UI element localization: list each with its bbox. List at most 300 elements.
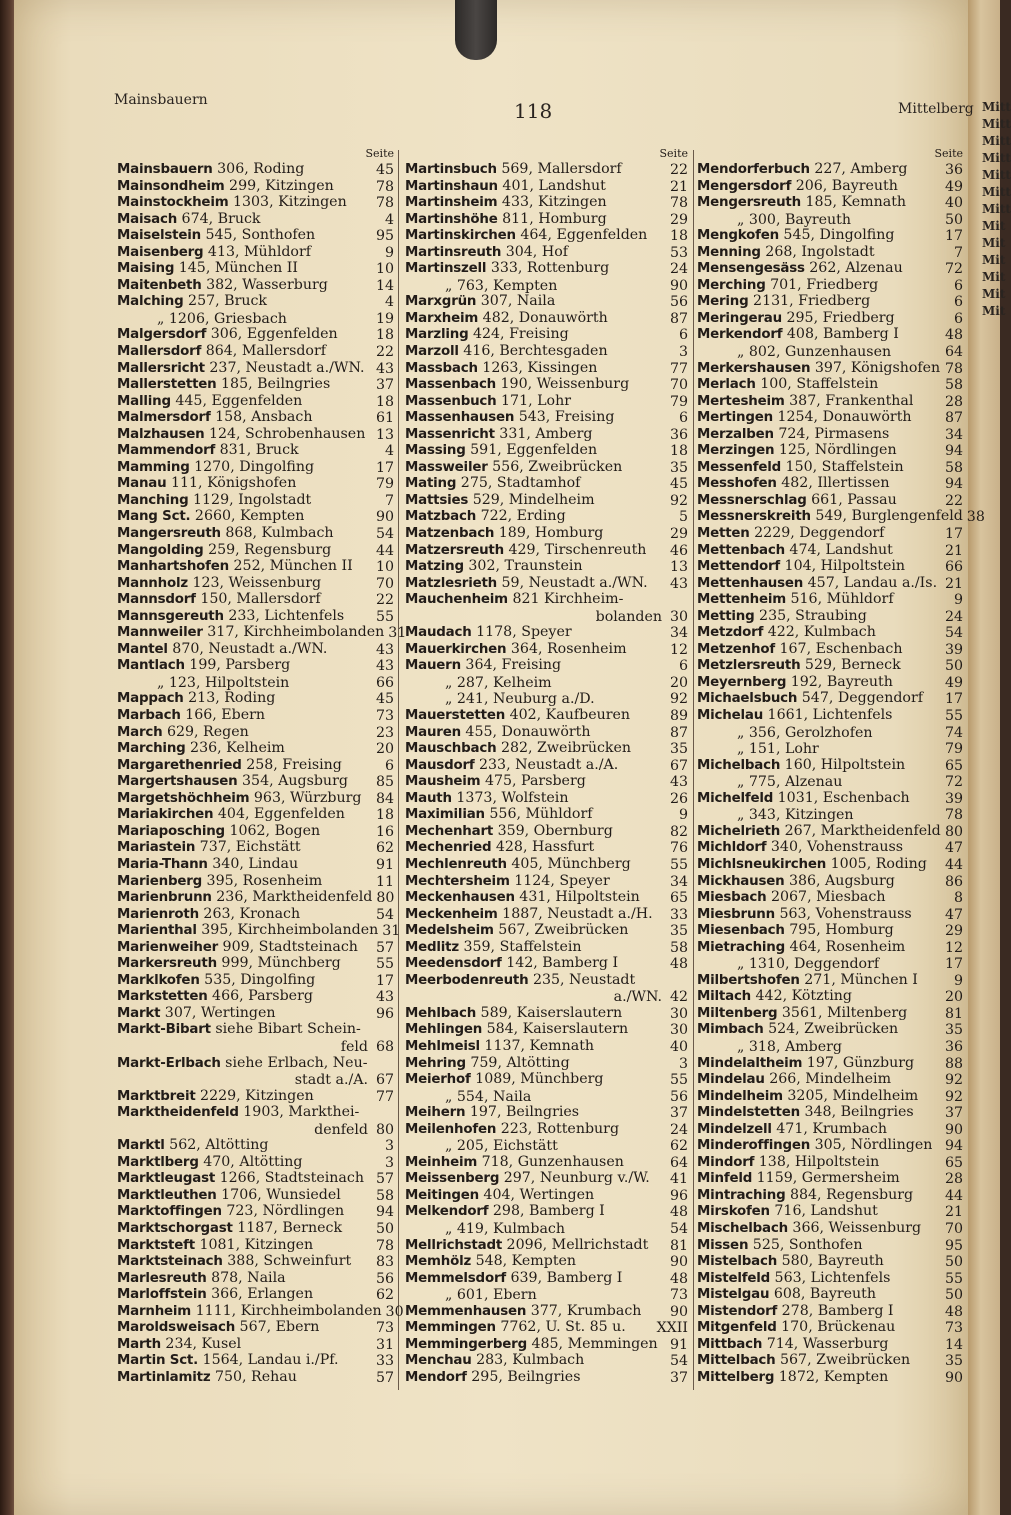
page-ref: 30 <box>669 608 688 625</box>
place-name: Mauschbach <box>405 741 497 757</box>
entry-text: Mang Sct. 2660, Kempten <box>117 508 305 525</box>
page-ref: 19 <box>375 310 394 327</box>
index-entry <box>697 1221 963 1238</box>
page-ref: 65 <box>944 1154 963 1171</box>
index-entry <box>697 179 963 196</box>
page-ref: 11 <box>375 873 394 890</box>
index-entry <box>405 1056 688 1073</box>
index-entry <box>405 526 688 543</box>
index-entry <box>697 840 963 857</box>
place-name: Martinszell <box>405 261 487 277</box>
entry-text: Manching 1129, Ingolstadt <box>117 491 312 508</box>
page-ref: 18 <box>375 807 394 824</box>
index-entry <box>117 824 394 841</box>
entry-text: Merlach 100, Staffelstein <box>697 376 879 393</box>
page-ref: 45 <box>669 476 688 493</box>
place-name: Marzoll <box>405 344 459 359</box>
page-ref: 56 <box>669 1088 688 1105</box>
seite-label: Seite <box>659 147 688 160</box>
place-name: Michldorf <box>697 840 767 856</box>
page-ref: 72 <box>944 261 963 278</box>
page-ref: 56 <box>669 294 688 311</box>
entry-text: Metten 2229, Deggendorf <box>697 525 885 542</box>
entry-text: Mattsies 529, Mindelheim <box>405 491 595 508</box>
index-entry <box>697 212 963 229</box>
index-entry <box>117 1006 394 1023</box>
page-ref: 96 <box>375 1005 394 1022</box>
page-ref: 84 <box>375 790 394 807</box>
entry-text: Mallersricht 237, Neustadt a./WN. <box>117 359 365 376</box>
place-name: Meckenheim <box>405 906 498 922</box>
entry-text: Mantlach 199, Parsberg <box>117 657 291 674</box>
page-ref: 4 <box>384 443 394 460</box>
entry-text: Marktheidenfeld 1903, Marktheі- <box>117 1104 360 1121</box>
place-name: Marbach <box>117 708 181 724</box>
index-entry <box>405 874 688 891</box>
index-entry <box>405 824 688 841</box>
place-name: Mating <box>405 476 457 492</box>
page-ref: 28 <box>944 1171 963 1188</box>
place-name: Malching <box>117 294 184 310</box>
place-name: Mariaposching <box>117 823 225 839</box>
index-entry <box>697 1320 963 1337</box>
place-name: Mauren <box>405 724 461 740</box>
page-ref: 3 <box>678 1055 688 1072</box>
index-entry <box>117 1320 394 1337</box>
page-ref: 35 <box>669 741 688 758</box>
place-name: Michlsneukirchen <box>697 856 827 872</box>
index-entry <box>405 410 688 427</box>
entry-text: Mettenhausen 457, Landau a./Is. <box>697 574 938 591</box>
entry-text: Maisach 674, Bruck <box>117 210 261 227</box>
place-name: Mettenhausen <box>697 575 804 591</box>
place-name: Markt-Bibart <box>117 1022 211 1038</box>
page-ref: 3 <box>384 1138 394 1155</box>
index-entry <box>405 609 688 626</box>
place-name: Matzlesrieth <box>405 575 498 591</box>
page-ref: 28 <box>944 393 963 410</box>
index-entry <box>405 907 688 924</box>
index-entry <box>405 923 688 940</box>
index-entry <box>117 1353 394 1370</box>
entry-text: Metzenhof 167, Eschenbach <box>697 640 903 657</box>
place-name: Marching <box>117 741 186 757</box>
entry-text: Minfeld 1159, Germersheim <box>697 1170 900 1187</box>
entry-text: Messnerskreith 549, Burglengenfeld <box>697 508 963 525</box>
place-name: Mammendorf <box>117 443 216 459</box>
index-entry <box>405 1353 688 1370</box>
page-ref: 47 <box>944 840 963 857</box>
place-name: Missen <box>697 1237 749 1253</box>
place-name: Marienbrunn <box>117 890 212 906</box>
place-name: Mantlach <box>117 658 185 674</box>
place-name: Metten <box>697 526 750 542</box>
page-ref: 36 <box>669 426 688 443</box>
page-ref: 36 <box>944 161 963 178</box>
entry-text: Marktlberg 470, Altötting <box>117 1153 303 1170</box>
entry-text: Matzbach 722, Erding <box>405 508 566 525</box>
entry-text: Mertingen 1254, Donauwörth <box>697 409 912 426</box>
page-ref: 30 <box>669 1022 688 1039</box>
entry-text: Matzlesrieth 59, Neustadt a./WN. <box>405 574 648 591</box>
place-name: Mechenhart <box>405 823 494 839</box>
place-name: Mauth <box>405 790 452 806</box>
place-name: Marienthal <box>117 923 197 939</box>
entry-text: Mappach 213, Roding <box>117 690 276 707</box>
entry-text: Marienroth 263, Kronach <box>117 905 301 922</box>
place-name: Meckenhausen <box>405 890 515 906</box>
page-ref: 50 <box>944 1254 963 1271</box>
page-ref: 55 <box>944 1270 963 1287</box>
entry-text: „ 356, Gerolzhofen <box>737 724 873 741</box>
index-entry <box>117 1089 394 1106</box>
page-ref: 62 <box>375 840 394 857</box>
place-name: Metzlersreuth <box>697 658 801 674</box>
entry-text: Mangersreuth 868, Kulmbach <box>117 525 334 542</box>
index-entry <box>117 1188 394 1205</box>
place-name: Malgersdorf <box>117 327 207 343</box>
page-ref: 95 <box>944 1237 963 1254</box>
entry-text: „ 287, Kelheim <box>445 674 552 691</box>
entry-text: Messenfeld 150, Staffelstein <box>697 458 904 475</box>
page-ref: 55 <box>375 608 394 625</box>
page-ref: 24 <box>669 261 688 278</box>
page-ref: 50 <box>944 211 963 228</box>
index-entry <box>697 1271 963 1288</box>
page-ref: 22 <box>669 161 688 178</box>
index-entry <box>405 162 688 179</box>
entry-text: Manhartshofen 252, München II <box>117 558 353 575</box>
index-entry <box>405 1155 688 1172</box>
entry-text: Mistelbach 580, Bayreuth <box>697 1253 884 1270</box>
entry-text: Martinshöhe 811, Homburg <box>405 210 607 227</box>
page-ref: XXII <box>656 1320 688 1337</box>
entry-text: Mistelfeld 563, Lichtenfels <box>697 1269 891 1286</box>
entry-text: Mariastein 737, Eichstätt <box>117 839 301 856</box>
index-entry <box>117 1370 394 1387</box>
index-entry <box>117 940 394 957</box>
entry-text: Mitgenfeld 170, Brückenau <box>697 1319 896 1336</box>
place-name: Mendorferbuch <box>697 161 810 177</box>
page-ref: 16 <box>375 823 394 840</box>
index-entry <box>117 758 394 775</box>
place-name: Malling <box>117 393 171 409</box>
index-entry <box>697 956 963 973</box>
entry-text: Mariaposching 1062, Bogen <box>117 822 321 839</box>
page-ref: 4 <box>384 211 394 228</box>
entry-text: Marching 236, Kelheim <box>117 740 285 757</box>
place-name: Mischelbach <box>697 1220 788 1236</box>
index-entry <box>697 907 963 924</box>
page-ref: 22 <box>944 492 963 509</box>
entry-text: Michelbach 160, Hilpoltstein <box>697 756 906 773</box>
page-ref: 6 <box>678 410 688 427</box>
next-page-stub: Mit <box>982 219 1006 233</box>
entry-text: Mauren 455, Donauwörth <box>405 723 591 740</box>
place-name: Mietraching <box>697 939 786 955</box>
entry-text: Mindelstetten 348, Beilngries <box>697 1104 914 1121</box>
index-entry <box>117 890 394 907</box>
entry-text: Mauerstetten 402, Kaufbeuren <box>405 707 631 724</box>
entry-text: Messnerschlag 661, Passau <box>697 491 897 508</box>
index-entry <box>117 1039 394 1056</box>
page-ref: 5 <box>678 509 688 526</box>
index-entry <box>405 443 688 460</box>
page-ref: 78 <box>375 195 394 212</box>
index-entry <box>117 692 394 709</box>
entry-text: Marktl 562, Altötting <box>117 1137 269 1154</box>
place-name: Maria-Thann <box>117 856 208 872</box>
place-name: Meerbodenreuth <box>405 972 529 988</box>
entry-text: Marxheim 482, Donauwörth <box>405 309 608 326</box>
place-name: Massbach <box>405 360 478 376</box>
entry-text: Mering 2131, Friedberg <box>697 293 871 310</box>
entry-text: Meringerau 295, Friedberg <box>697 309 895 326</box>
place-name: Marxheim <box>405 310 479 326</box>
place-name: Mallerstetten <box>117 377 217 393</box>
place-name: Mistelgau <box>697 1287 770 1303</box>
entry-text: Mirskofen 716, Landshut <box>697 1203 878 1220</box>
entry-text: Mindelaltheim 197, Günzburg <box>697 1054 915 1071</box>
place-name: Mang Sct. <box>117 509 191 525</box>
page-ref: 92 <box>944 1072 963 1089</box>
page-ref: 87 <box>669 724 688 741</box>
place-name: Mimbach <box>697 1022 764 1038</box>
entry-text: Markt-Bibart siehe Bibart Schein- <box>117 1021 361 1038</box>
place-name: Mindelaltheim <box>697 1055 803 1071</box>
index-entry <box>697 708 963 725</box>
index-entry <box>405 344 688 361</box>
next-page-stub: Mit <box>982 270 1006 284</box>
page-ref: 43 <box>375 989 394 1006</box>
page-ref: 77 <box>375 1088 394 1105</box>
page-ref: 44 <box>375 542 394 559</box>
index-entry <box>405 543 688 560</box>
index-entry <box>117 493 394 510</box>
place-name: Mainsbauern <box>117 161 213 177</box>
place-name: Marktleugast <box>117 1171 216 1187</box>
index-entry <box>117 1287 394 1304</box>
index-column-1 <box>117 146 407 1386</box>
page-ref: 10 <box>375 261 394 278</box>
place-name: Melkendorf <box>405 1204 489 1220</box>
index-entry <box>117 1138 394 1155</box>
place-name: Mitgenfeld <box>697 1320 777 1336</box>
entry-text: Michelfeld 1031, Eschenbach <box>697 789 910 806</box>
place-name: Massenhausen <box>405 410 515 426</box>
place-name: Marktleuthen <box>117 1187 217 1203</box>
entry-text: Martinlamitz 750, Rehau <box>117 1368 297 1385</box>
next-page-stub: Mitt <box>982 117 1011 131</box>
index-entry <box>405 791 688 808</box>
page-ref: 54 <box>944 625 963 642</box>
entry-text: Manau 111, Königshofen <box>117 475 297 492</box>
entry-text: Massenbuch 171, Lohr <box>405 392 572 409</box>
place-name: Marienweiher <box>117 939 219 955</box>
entry-text: Mechenried 428, Hassfurt <box>405 839 595 856</box>
index-entry <box>405 592 688 609</box>
index-entry <box>117 807 394 824</box>
index-entry <box>697 857 963 874</box>
entry-text: Mengkofen 545, Dingolfing <box>697 227 895 244</box>
page-ref: 9 <box>384 244 394 261</box>
place-name: Mittbach <box>697 1336 763 1352</box>
page-ref: 37 <box>669 1369 688 1386</box>
entry-text: Merzingen 125, Nördlingen <box>697 442 897 459</box>
place-name: Malmersdorf <box>117 410 211 426</box>
index-entry <box>697 973 963 990</box>
index-entry <box>697 460 963 477</box>
index-entry <box>697 1072 963 1089</box>
index-entry <box>117 394 394 411</box>
page-ref: 57 <box>375 1369 394 1386</box>
page-ref: 89 <box>669 708 688 725</box>
place-name: Margetshöchheim <box>117 790 250 806</box>
place-name: Maising <box>117 261 175 277</box>
entry-text: Meilenhofen 223, Rottenburg <box>405 1120 620 1137</box>
place-name: Mehring <box>405 1055 466 1071</box>
place-name: Metzenhof <box>697 641 775 657</box>
place-name: Mannholz <box>117 575 188 591</box>
place-name: Messenfeld <box>697 459 782 475</box>
index-entry <box>405 427 688 444</box>
index-entry <box>697 1370 963 1387</box>
entry-text: Mindelheim 3205, Mindelheim <box>697 1087 919 1104</box>
index-entry <box>697 195 963 212</box>
entry-text: Mengersdorf 206, Bayreuth <box>697 177 898 194</box>
entry-text: Matzing 302, Traunstein <box>405 558 583 575</box>
entry-text: Mettendorf 104, Hilpoltstein <box>697 558 906 575</box>
page-ref: 65 <box>944 757 963 774</box>
place-name: Mannweiler <box>117 625 203 641</box>
page-ref: 33 <box>375 1353 394 1370</box>
page-ref: 76 <box>669 840 688 857</box>
index-entry <box>697 543 963 560</box>
page-ref: 92 <box>669 691 688 708</box>
page-ref: 43 <box>375 658 394 675</box>
place-name: Mainsondheim <box>117 178 225 194</box>
index-entry <box>697 410 963 427</box>
place-name: Meinheim <box>405 1154 478 1170</box>
entry-text: Meckenhausen 431, Hilpoltstein <box>405 889 640 906</box>
entry-text: Mietraching 464, Rosenheim <box>697 938 906 955</box>
index-entry <box>697 989 963 1006</box>
seite-label: Seite <box>365 147 394 160</box>
place-name: Memmenhausen <box>405 1303 527 1319</box>
page-ref: 82 <box>669 823 688 840</box>
page-ref: 67 <box>669 757 688 774</box>
place-name: Miesbrunn <box>697 906 775 922</box>
entry-text: bolanden <box>595 608 662 625</box>
page-ref: 45 <box>375 691 394 708</box>
entry-text: Michaelsbuch 547, Deggendorf <box>697 690 923 707</box>
index-entry <box>405 1105 688 1122</box>
index-entry <box>697 361 963 378</box>
page-ref: 66 <box>944 559 963 576</box>
page-ref: 72 <box>944 774 963 791</box>
entry-text: Markersreuth 999, Münchberg <box>117 955 341 972</box>
next-page-stub: Mitt <box>982 151 1011 165</box>
page-ref: 40 <box>669 1038 688 1055</box>
page-ref: 78 <box>375 178 394 195</box>
entry-text: Malching 257, Bruck <box>117 293 268 310</box>
entry-text: Margarethenried 258, Freising <box>117 756 342 773</box>
index-entry <box>405 741 688 758</box>
entry-text: Maising 145, München II <box>117 260 298 277</box>
index-entry <box>405 493 688 510</box>
entry-text: Matzenbach 189, Homburg <box>405 525 604 542</box>
entry-text: Marnheim 1111, Kirchheimbolanden <box>117 1302 382 1319</box>
entry-text: Marienbrunn 236, Marktheidenfeld <box>117 889 373 906</box>
page-ref: 92 <box>944 1088 963 1105</box>
index-entry <box>697 807 963 824</box>
entry-text: Margertshausen 354, Augsburg <box>117 773 348 790</box>
page-ref: 9 <box>678 807 688 824</box>
page-ref: 46 <box>669 542 688 559</box>
index-entry <box>117 708 394 725</box>
place-name: Mendorf <box>405 1369 467 1385</box>
index-entry <box>697 1056 963 1073</box>
index-column-3 <box>697 146 985 1386</box>
index-entry <box>697 1254 963 1271</box>
page-ref: 73 <box>375 1320 394 1337</box>
index-entry <box>405 1006 688 1023</box>
place-name: Marklkofen <box>117 972 200 988</box>
entry-text: Meierhof 1089, Münchberg <box>405 1071 604 1088</box>
entry-text: Maroldsweisach 567, Ebern <box>117 1319 320 1336</box>
index-entry <box>405 1304 688 1321</box>
place-name: Mering <box>697 294 749 310</box>
page-ref: 90 <box>944 1369 963 1386</box>
page-ref: 20 <box>944 989 963 1006</box>
index-entry <box>117 228 394 245</box>
index-entry <box>697 1304 963 1321</box>
index-entry <box>405 1022 688 1039</box>
entry-text: feld <box>340 1038 368 1055</box>
entry-text: Marienberg 395, Rosenheim <box>117 872 323 889</box>
page-ref: 57 <box>375 939 394 956</box>
index-entry <box>117 460 394 477</box>
entry-text: „ 419, Kulmbach <box>445 1220 565 1237</box>
place-name: Maiselstein <box>117 228 201 244</box>
index-entry <box>117 294 394 311</box>
index-entry <box>697 890 963 907</box>
place-name: Mangolding <box>117 542 204 558</box>
place-name: Marktlberg <box>117 1154 199 1170</box>
entry-text: Mallersdorf 864, Mallersdorf <box>117 343 327 359</box>
index-entry <box>117 1204 394 1221</box>
place-name: Matzing <box>405 559 464 575</box>
entry-text: Mallerstetten 185, Beilngries <box>117 376 331 393</box>
index-entry <box>697 791 963 808</box>
place-name: Mintraching <box>697 1187 786 1203</box>
index-entry <box>405 509 688 526</box>
index-entry <box>117 774 394 791</box>
place-name: Marnheim <box>117 1303 192 1319</box>
place-name: Merzalben <box>697 426 774 442</box>
place-name: Marktheidenfeld <box>117 1105 239 1121</box>
next-page-stub: Mit <box>982 304 1006 318</box>
index-entry <box>405 361 688 378</box>
index-entry <box>117 741 394 758</box>
page-ref: 49 <box>944 674 963 691</box>
page-ref: 24 <box>669 1121 688 1138</box>
index-entry <box>697 675 963 692</box>
entry-text: Memmingen 7762, U. St. 85 u. <box>405 1319 626 1336</box>
place-name: Marienroth <box>117 906 199 922</box>
page-ref: 17 <box>944 956 963 973</box>
place-name: Marktbreit <box>117 1088 196 1104</box>
